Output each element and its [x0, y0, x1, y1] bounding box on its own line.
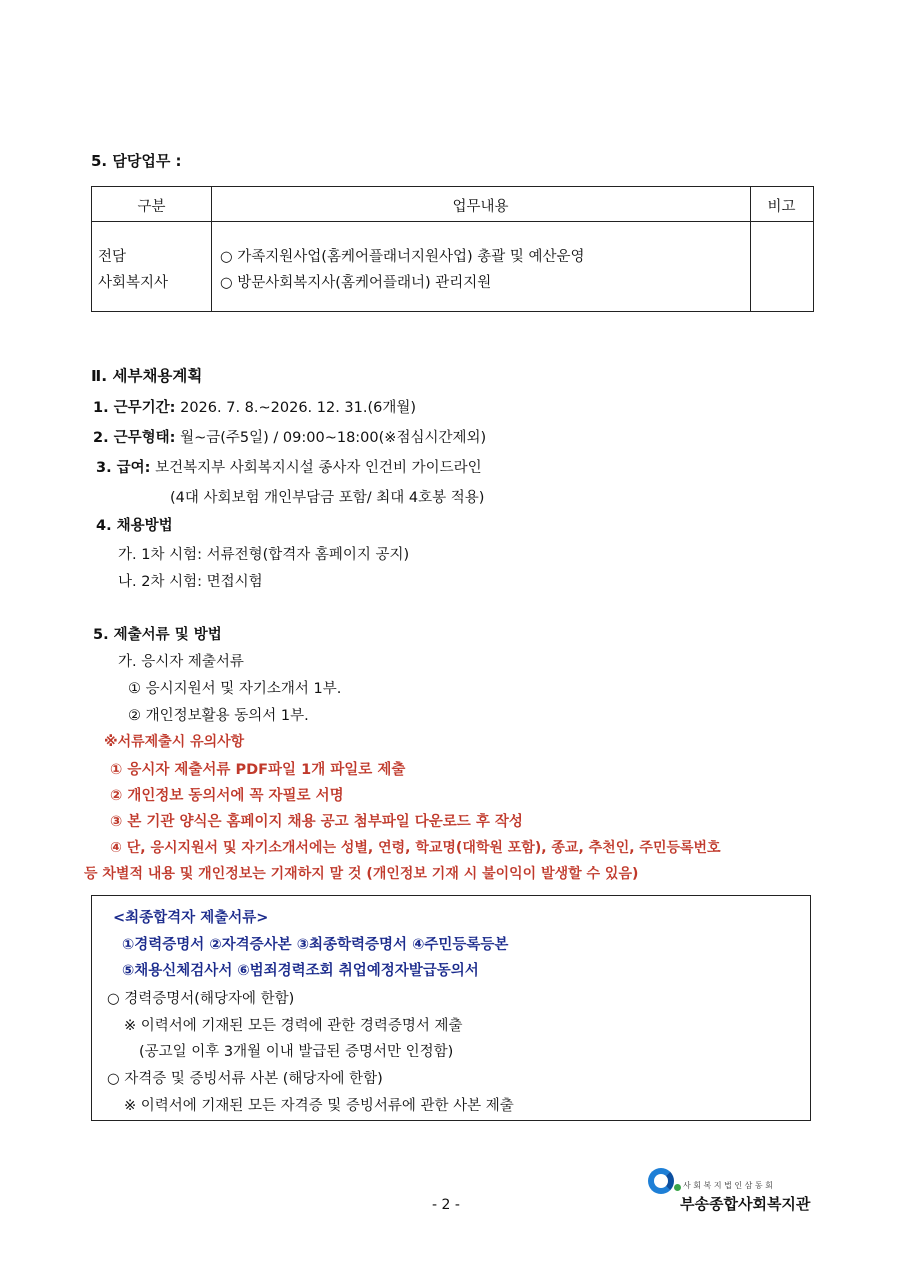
- caution-item-4-line2: 등 차별적 내용 및 개인정보는 기재하지 말 것 (개인정보 기재 시 불이익이 발생할 수 있음): [84, 866, 639, 882]
- caution-item-4-line1: ④ 단, 응시지원서 및 자기소개서에는 성별, 연령, 학교명(대학원 포함), 종교, 추천인, 주민등록번호: [110, 840, 721, 856]
- plan-item-worktype-value: 월~금(주5일) / 09:00~18:00(※점심시간제외): [175, 430, 487, 446]
- table-header-category: 구분: [137, 199, 166, 215]
- plan-item-worktype-label: 2. 근무형태:: [93, 430, 176, 446]
- section-title-plan: Ⅱ. 세부채용계획: [91, 367, 203, 385]
- plan-item-method: 4. 채용방법: [96, 518, 173, 534]
- plan-item-documents-a2: ② 개인정보활용 동의서 1부.: [128, 708, 309, 724]
- table-header-divider: [92, 221, 813, 222]
- final-documents-box: [91, 895, 811, 1121]
- plan-item-salary: [96, 456, 482, 477]
- plan-item-salary-sub: (4대 사회보험 개인부담금 포함/ 최대 4호봉 적용): [170, 490, 485, 506]
- plan-item-salary-label: 3. 급여:: [96, 460, 151, 476]
- plan-item-method-a: 가. 1차 시험: 서류전형(합격자 홈페이지 공지): [118, 547, 410, 563]
- plan-item-period-label: 1. 근무기간:: [93, 400, 176, 416]
- table-cell-category-line1: 전담: [98, 249, 127, 265]
- final-box-career-note2: (공고일 이후 3개월 이내 발급된 증명서만 인정함): [139, 1044, 454, 1060]
- table-cell-task-2: ○ 방문사회복지사(홈케어플래너) 관리지원: [220, 275, 492, 291]
- logo-ring-icon: [648, 1168, 674, 1194]
- final-box-title: <최종합격자 제출서류>: [113, 910, 269, 926]
- plan-item-period: [93, 396, 416, 417]
- final-box-docs-line2: ⑤채용신체검사서 ⑥범죄경력조회 취업예정자발급동의서: [122, 963, 479, 979]
- plan-item-documents: 5. 제출서류 및 방법: [93, 627, 222, 643]
- duty-table: [91, 186, 814, 312]
- caution-item-1: ① 응시자 제출서류 PDF파일 1개 파일로 제출: [110, 762, 406, 778]
- caution-item-3: ③ 본 기관 양식은 홈페이지 채용 공고 첨부파일 다운로드 후 작성: [110, 814, 523, 830]
- page-number: - 2 -: [432, 1197, 460, 1213]
- final-box-career: ○ 경력증명서(해당자에 한함): [107, 991, 295, 1007]
- plan-item-method-b: 나. 2차 시험: 면접시험: [118, 574, 263, 590]
- section-title-duties: 5. 담당업무 :: [91, 152, 182, 170]
- logo-name: 부송종합사회복지관: [680, 1195, 811, 1213]
- final-box-career-note1: ※ 이력서에 기재된 모든 경력에 관한 경력증명서 제출: [124, 1018, 463, 1034]
- table-header-task: 업무내용: [452, 199, 509, 215]
- plan-item-period-value: 2026. 7. 8.~2026. 12. 31.(6개월): [175, 400, 417, 416]
- final-box-license-note: ※ 이력서에 기재된 모든 자격증 및 증빙서류에 관한 사본 제출: [124, 1098, 514, 1114]
- table-header-note: 비고: [767, 199, 796, 215]
- table-cell-category-line2: 사회복지사: [98, 275, 169, 291]
- plan-item-worktype: [93, 426, 486, 447]
- plan-item-salary-value: 보건복지부 사회복지시설 종사자 인건비 가이드라인: [150, 460, 482, 476]
- logo-subtitle: 사 회 복 지 법 인 삼 동 회: [683, 1181, 773, 1190]
- final-box-license: ○ 자격증 및 증빙서류 사본 (해당자에 한함): [107, 1071, 383, 1087]
- plan-item-documents-a1: ① 응시지원서 및 자기소개서 1부.: [128, 681, 342, 697]
- table-cell-task-1: ○ 가족지원사업(홈케어플래너지원사업) 총괄 및 예산운영: [220, 249, 585, 265]
- plan-item-documents-a: 가. 응시자 제출서류: [118, 654, 244, 670]
- logo-dot-icon: [674, 1184, 681, 1191]
- caution-title: ※서류제출시 유의사항: [104, 734, 245, 750]
- caution-item-2: ② 개인정보 동의서에 꼭 자필로 서명: [110, 788, 344, 804]
- final-box-docs-line1: ①경력증명서 ②자격증사본 ③최종학력증명서 ④주민등록등본: [122, 937, 509, 953]
